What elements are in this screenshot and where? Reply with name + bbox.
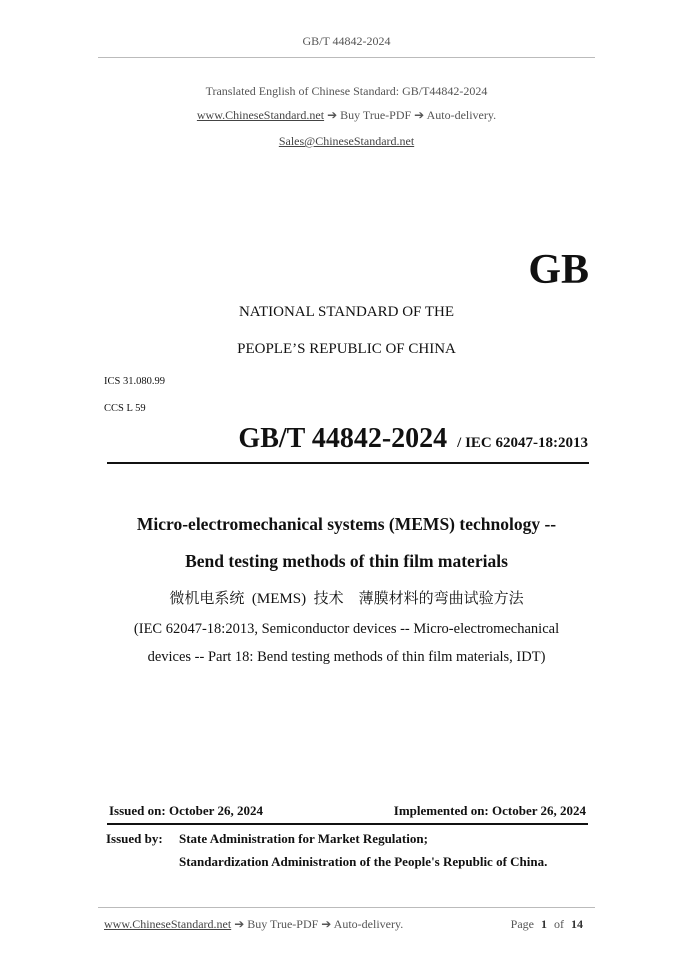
promo-line-1: Translated English of Chinese Standard: GB/T44842-2024 <box>205 84 488 98</box>
promo-email-link[interactable]: Sales@ChineseStandard.net <box>278 134 415 148</box>
national-standard-line-2: PEOPLE’S REPUBLIC OF CHINA <box>237 341 456 357</box>
page-total: 14 <box>571 917 583 931</box>
gb-mark: GB <box>528 247 589 293</box>
page-label: Page <box>510 917 534 931</box>
implemented-on: Implemented on: October 26, 2024 <box>393 803 586 818</box>
ccs-code: CCS L 59 <box>104 403 146 414</box>
issued-on: Issued on: October 26, 2024 <box>109 803 263 818</box>
standard-number <box>238 423 588 455</box>
idt-line-1: (IEC 62047-18:2013, Semiconductor devices -- Micro-electromechanical <box>133 621 560 637</box>
national-standard-line-1: NATIONAL STANDARD OF THE <box>238 304 455 320</box>
title-chinese: 微机电系统 (MEMS) 技术 薄膜材料的弯曲试验方法 <box>169 591 524 607</box>
footer-divider <box>98 907 595 908</box>
promo-site-link[interactable]: www.ChineseStandard.net <box>196 108 325 122</box>
page-number: 1 <box>541 917 547 931</box>
header-divider <box>98 57 595 58</box>
issued-by-line-1: State Administration for Market Regulation; <box>179 831 428 846</box>
issued-by-label: Issued by: <box>106 831 163 846</box>
issued-by-line-2: Standardization Administration of the People's Republic of China. <box>179 854 548 869</box>
title-line-2: Bend testing methods of thin film materials <box>185 551 508 571</box>
header-code: GB/T 44842-2024 <box>302 34 391 48</box>
idt-line-2: devices -- Part 18: Bend testing methods of thin film materials, IDT) <box>147 649 546 665</box>
footer-site-link[interactable]: www.ChineseStandard.net <box>104 917 232 931</box>
footer-promo <box>104 917 403 932</box>
promo-email-line <box>0 134 693 149</box>
standard-number-main: GB/T 44842-2024 <box>238 423 448 454</box>
footer-promo-rest: ➔ Buy True-PDF ➔ Auto-delivery. <box>234 917 404 931</box>
promo-line-2-rest: ➔ Buy True-PDF ➔ Auto-delivery. <box>327 108 497 122</box>
page-indicator <box>511 917 583 932</box>
promo-line-2 <box>0 108 693 123</box>
standard-number-rule <box>107 462 589 464</box>
ics-code: ICS 31.080.99 <box>104 376 165 387</box>
dates-rule <box>107 823 588 825</box>
title-line-1: Micro-electromechanical systems (MEMS) technology -- <box>136 514 557 534</box>
of-label: of <box>554 917 564 931</box>
standard-number-iec: / IEC 62047-18:2013 <box>457 435 588 451</box>
